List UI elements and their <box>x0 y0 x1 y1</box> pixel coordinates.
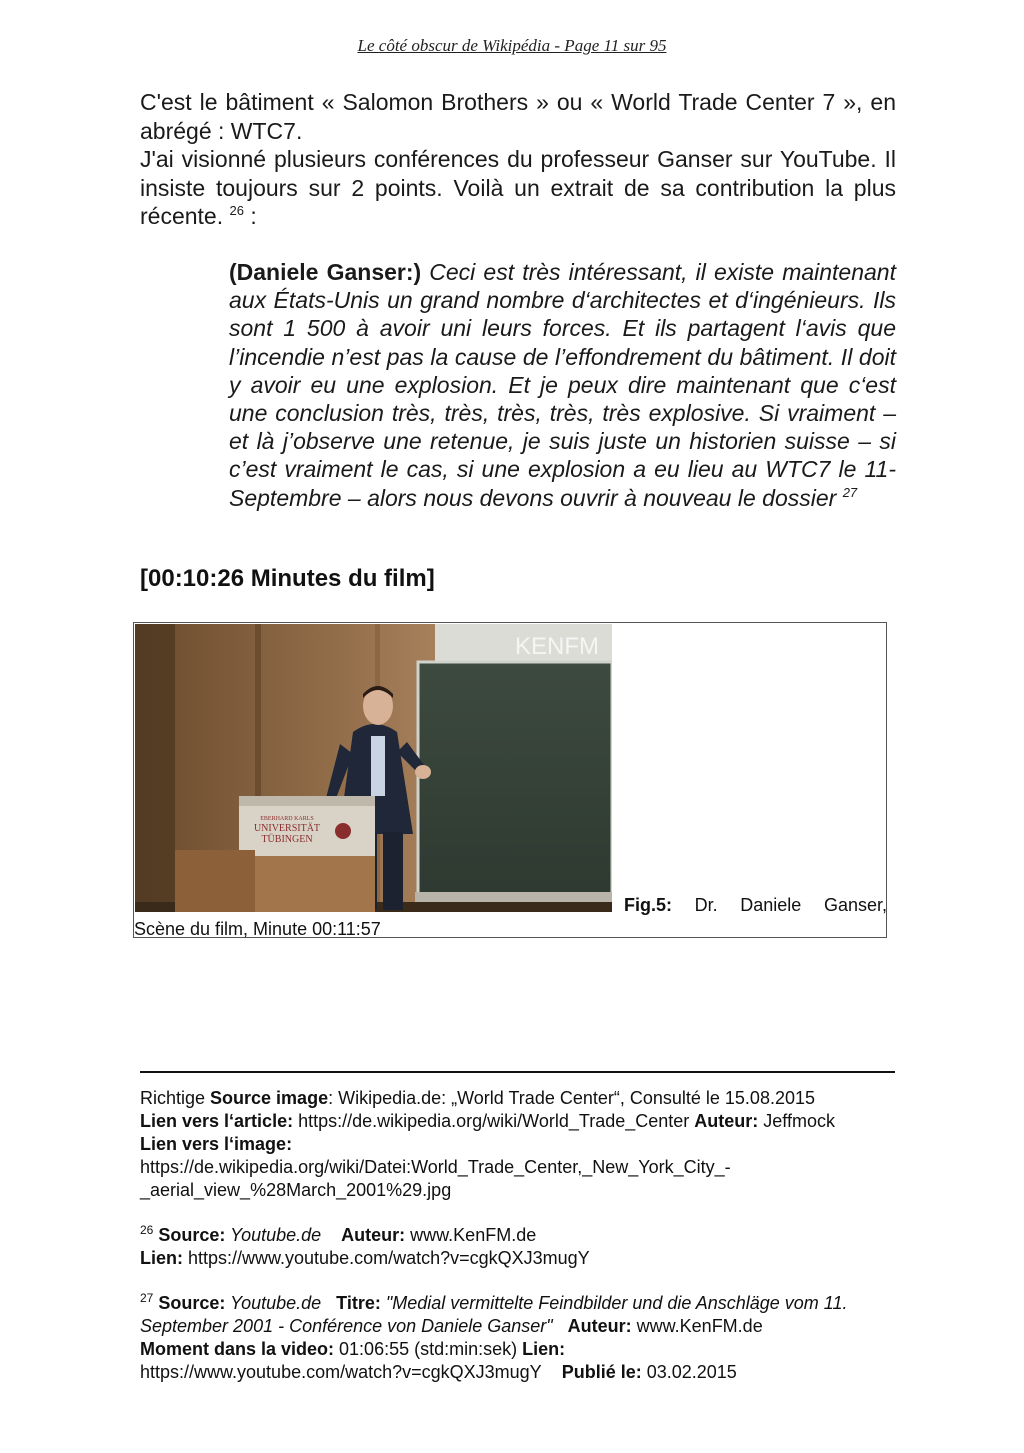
image-link-label-line <box>140 1133 900 1156</box>
lecture-photo <box>135 624 612 912</box>
fn26-author-label: Auteur: <box>341 1225 406 1245</box>
fn27-source-label: Source: <box>153 1293 226 1313</box>
intro-line-2-text: J'ai visionné plusieurs conférences du professeur Ganser sur YouTube. Il insiste toujours sur 2 points. Voilà un extrait de sa contribution la plus récente. <box>140 146 896 229</box>
fn27-source: Youtube.de <box>225 1293 322 1313</box>
footnote-divider <box>140 1071 895 1073</box>
fn26-source: Youtube.de <box>225 1225 322 1245</box>
kenfm-watermark: KENFM <box>515 633 599 660</box>
fn26-source-label: Source: <box>153 1225 226 1245</box>
podium-line-3: TÜBINGEN <box>261 834 313 845</box>
fn27-published-label: Publié le: <box>561 1362 642 1382</box>
image-url-line-2[interactable]: _aerial_view_%28March_2001%29.jpg <box>140 1180 452 1200</box>
page-header: Le côté obscur de Wikipédia - Page 11 sur 95 <box>357 36 667 55</box>
fn27-author: www.KenFM.de <box>631 1316 763 1336</box>
article-url[interactable]: https://de.wikipedia.org/wiki/World_Trade_Center <box>293 1111 695 1131</box>
figure-label: Fig.5: <box>624 895 672 915</box>
author-label: Auteur: <box>694 1111 759 1131</box>
fn27-title-label: Titre: <box>336 1293 381 1313</box>
footnote-26 <box>140 1224 900 1247</box>
intro-colon: : <box>243 203 257 229</box>
fn27-title: "Medial vermittelte Feindbilder und die Anschläge vom 11. September 2001 - Conférence von Daniele Ganser" <box>140 1293 848 1336</box>
fn27-link[interactable]: https://www.youtube.com/watch?v=cgkQXJ3mugY <box>140 1362 542 1382</box>
article-link-line <box>140 1110 900 1133</box>
quote-speaker: (Daniele Ganser:) <box>229 259 422 285</box>
caption-word-1: Dr. <box>694 895 718 915</box>
footnote-27 <box>140 1292 900 1384</box>
fn26-link[interactable]: https://www.youtube.com/watch?v=cgkQXJ3mugY <box>183 1248 590 1268</box>
author-value: Jeffmock <box>758 1111 835 1131</box>
figure-5 <box>133 622 887 938</box>
footnote-26-number: 26 <box>140 1223 154 1237</box>
footnotes <box>140 1087 900 1384</box>
ganser-quote <box>229 258 896 512</box>
intro-line-1: C'est le bâtiment « Salomon Brothers » ou « World Trade Center 7 », en abrégé : WTC7. <box>140 89 896 144</box>
podium-line-1: EBERHARD KARLS <box>260 816 314 822</box>
image-url-line-1[interactable]: https://de.wikipedia.org/wiki/Datei:World_Trade_Center,_New_York_City_- <box>140 1157 731 1177</box>
caption-word-3: Ganser, <box>823 895 887 915</box>
fn27-published: 03.02.2015 <box>641 1362 737 1382</box>
image-link-label: Lien vers l‘image: <box>140 1134 293 1154</box>
article-label: Lien vers l‘article: <box>140 1111 294 1131</box>
source-prefix: Richtige <box>140 1088 211 1108</box>
intro-line-2 <box>140 145 896 231</box>
fn27-moment-label: Moment dans la video: <box>140 1339 335 1359</box>
figure-caption-right <box>624 895 887 916</box>
film-time-heading: [00:10:26 Minutes du film] <box>140 565 435 592</box>
source-text: : Wikipedia.de: „World Trade Center“, Consulté le 15.08.2015 <box>328 1088 816 1108</box>
figure-caption-bottom: Scène du film, Minute 00:11:57 <box>134 919 381 939</box>
footnote-26-link-line <box>140 1247 900 1270</box>
fn27-link-label: Lien: <box>522 1339 566 1359</box>
intro-paragraph <box>140 88 896 231</box>
quote-text: Ceci est très intéressant, il existe maintenant aux États-Unis un grand nombre d‘architectes et d‘ingénieurs. Ils sont 1 500 à avoir uni leurs forces. Et ils partagent l‘avis que l’incendie n’est pas la cause de l’effondrement du bâtiment. Il doit y avoir eu une explosion. Et je peux dire maintenant que c‘est une conclusion très, très, très, très, très explosive. Si vraiment – et là j’observe une retenue, je suis juste un historien suisse – si c’est vraiment le cas, si une explosion a eu lieu au WTC7 le 11-Septembre – alors nous devons ouvrir à nouveau le dossier <box>229 259 896 511</box>
fn27-author-label: Auteur: <box>567 1316 632 1336</box>
fn26-link-label: Lien: <box>140 1248 183 1268</box>
podium-line-2: UNIVERSITÄT <box>253 823 321 834</box>
fn26-author: www.KenFM.de <box>405 1225 537 1245</box>
footnote-27-number: 27 <box>140 1291 154 1305</box>
footnote-ref-26: 26 <box>229 203 244 218</box>
caption-word-2: Daniele <box>740 895 802 915</box>
footnote-ref-27: 27 <box>842 484 858 500</box>
image-source-line <box>140 1087 900 1110</box>
fn27-moment: 01:06:55 (std:min:sek) <box>334 1339 523 1359</box>
source-label: Source image <box>210 1088 329 1108</box>
